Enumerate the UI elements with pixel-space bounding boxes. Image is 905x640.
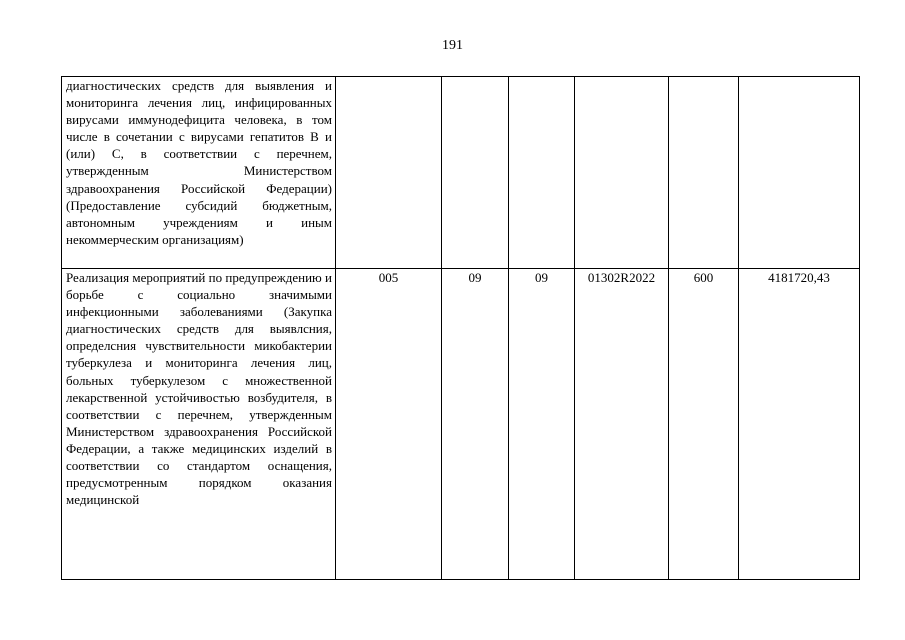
subsection-code-cell xyxy=(509,77,575,269)
table-row xyxy=(62,269,860,580)
page-number: 191 xyxy=(442,38,463,53)
amount-cell: 4181720,43 xyxy=(739,269,860,580)
section-code-cell: 09 xyxy=(442,269,509,580)
target-article-cell xyxy=(575,77,669,269)
expense-type-cell: 600 xyxy=(669,269,739,580)
subsection-code-cell: 09 xyxy=(509,269,575,580)
ministry-code-cell xyxy=(336,77,442,269)
row-description: диагностических средств для выявления и мониторинга лечения лиц, инфицированных вирусами иммунодефицита человека, в том числе в сочетании с вирусами гепатитов В и (или) С, в соответствии с перечнем, утвержденным Министерством здравоохранения Российской Федерации) (Предоставление субсидий бюджетным, автономным учреждениям и иным некоммерческим организациям) xyxy=(62,77,336,269)
budget-table xyxy=(61,76,860,580)
target-article-cell: 01302R2022 xyxy=(575,269,669,580)
expense-type-cell xyxy=(669,77,739,269)
table-row xyxy=(62,77,860,269)
ministry-code-cell: 005 xyxy=(336,269,442,580)
amount-cell xyxy=(739,77,860,269)
section-code-cell xyxy=(442,77,509,269)
row-description: Реализация мероприятий по предупреждению и борьбе с социально значимыми инфекционными заболеваниями (Закупка диагностических средств для выявлсния, определсния чувствительности микобактерии туберкулеза и мониторинга лечения лиц, больных туберкулезом с множественной лекарственной устойчивостью возбудителя, в соответствии с перечнем, утвержденным Министерством здравоохранения Российской Федерации, а также медицинских изделий в соответствии со стандартом оснащения, предусмотренным порядком оказания медицинской xyxy=(62,269,336,580)
